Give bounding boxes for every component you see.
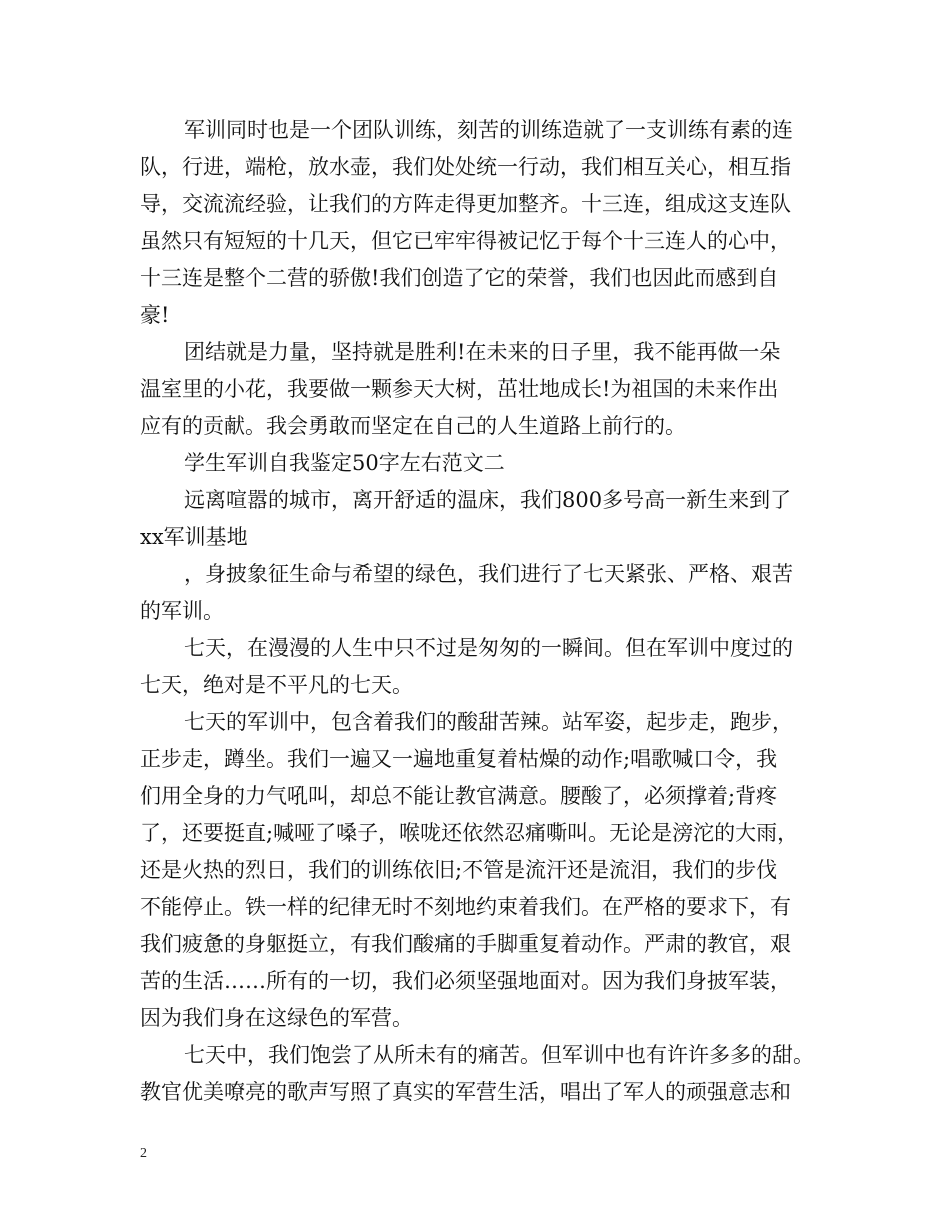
- text-line: 豪!: [140, 303, 170, 327]
- text-line: 正步走，蹲坐。我们一遍又一遍地重复着枯燥的动作;唱歌喊口令，我: [140, 747, 778, 771]
- text-line: 教官优美嘹亮的歌声写照了真实的军营生活，唱出了军人的顽强意志和: [140, 1080, 791, 1104]
- text-line: 军训同时也是一个团队训练，刻苦的训练造就了一支训练有素的连: [184, 118, 793, 142]
- text-line: 十三连是整个二营的骄傲!我们创造了它的荣誉，我们也因此而感到自: [140, 266, 779, 290]
- text-line: 七天，在漫漫的人生中只不过是匆匆的一瞬间。但在军训中度过的: [184, 636, 793, 660]
- text-line: 七天中，我们饱尝了从所未有的痛苦。但军训中也有许许多多的甜。: [184, 1043, 814, 1067]
- text-line: 还是火热的烈日，我们的训练依旧;不管是流汗还是流泪，我们的步伐: [140, 858, 778, 882]
- text-line: 们用全身的力气吼叫，却总不能让教官满意。腰酸了，必须撑着;背疼: [140, 784, 778, 808]
- text-line: 七天的军训中，包含着我们的酸甜苦辣。站军姿，起步走，跑步，: [184, 710, 793, 734]
- document-body: [140, 112, 820, 1111]
- text-line: 了，还要挺直;喊哑了嗓子，喉咙还依然忍痛嘶叫。无论是滂沱的大雨，: [140, 821, 799, 845]
- text-line: 因为我们身在这绿色的军营。: [140, 1006, 413, 1030]
- text-line: xx军训基地: [140, 525, 248, 549]
- section-heading: 学生军训自我鉴定50字左右范文二: [184, 451, 505, 475]
- text-line: 温室里的小花，我要做一颗参天大树，茁壮地成长!为祖国的未来作出: [140, 377, 779, 401]
- page-number: 2: [140, 1146, 147, 1161]
- text-line: 导，交流流经验，让我们的方阵走得更加整齐。十三连，组成这支连队: [140, 192, 791, 216]
- text-line: 团结就是力量，坚持就是胜利!在未来的日子里，我不能再做一朵: [184, 340, 781, 364]
- text-line: 七天，绝对是不平凡的七天。: [140, 673, 413, 697]
- text-line: 苦的生活……所有的一切，我们必须坚强地面对。因为我们身披军装，: [140, 969, 791, 993]
- text-line: 远离喧嚣的城市，离开舒适的温床，我们800多号高一新生来到了: [184, 488, 792, 512]
- text-line: 的军训。: [140, 599, 224, 623]
- text-line: 我们疲惫的身躯挺立，有我们酸痛的手脚重复着动作。严肃的教官，艰: [140, 932, 791, 956]
- text-line: 虽然只有短短的十几天，但它已牢牢得被记忆于每个十三连人的心中，: [140, 229, 791, 253]
- text-line: ，身披象征生命与希望的绿色，我们进行了七天紧张、严格、艰苦: [184, 562, 793, 586]
- text-line: 队，行进，端枪，放水壶，我们处处统一行动，我们相互关心，相互指: [140, 155, 791, 179]
- text-line: 不能停止。铁一样的纪律无时不刻地约束着我们。在严格的要求下，有: [140, 895, 791, 919]
- text-line: 应有的贡献。我会勇敢而坚定在自己的人生道路上前行的。: [140, 414, 686, 438]
